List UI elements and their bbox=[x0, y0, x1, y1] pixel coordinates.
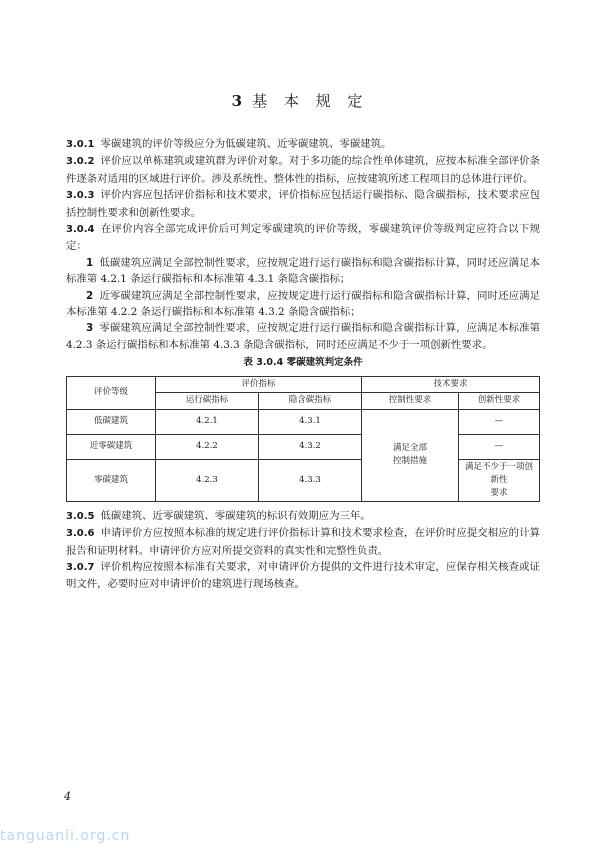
table-row bbox=[67, 434, 540, 459]
clause-item-1 bbox=[66, 255, 540, 288]
clause-3-0-2 bbox=[66, 153, 540, 187]
cell-grade: 低碳建筑 bbox=[67, 409, 156, 434]
cell-grade: 近零碳建筑 bbox=[67, 434, 156, 459]
table-caption: 表 3.0.4 零碳建筑判定条件 bbox=[243, 357, 363, 369]
clause-text: 低碳建筑、近零碳建筑、零碳建筑的标识有效期应为三年。 bbox=[100, 509, 371, 522]
innovation-line: 满足不少于一项创新性 bbox=[464, 461, 533, 485]
cell-embodied: 4.3.1 bbox=[259, 409, 362, 434]
control-line: 控制措施 bbox=[392, 456, 427, 467]
page-number: 4 bbox=[64, 790, 71, 803]
clause-text: 零碳建筑的评价等级应分为低碳建筑、近零碳建筑、零碳建筑。 bbox=[100, 138, 392, 150]
table-row bbox=[67, 409, 540, 434]
clause-item-3 bbox=[66, 320, 540, 353]
cell-innovation: — bbox=[459, 409, 540, 434]
criteria-table bbox=[66, 376, 540, 502]
clause-number: 3.0.3 bbox=[66, 190, 95, 202]
item-number: 2 bbox=[86, 289, 94, 302]
clause-number: 3.0.4 bbox=[66, 224, 95, 236]
header-tech: 技术要求 bbox=[362, 376, 540, 393]
cell-operational: 4.2.1 bbox=[156, 409, 259, 434]
chapter-title bbox=[0, 90, 600, 111]
item-text: 近零碳建筑应满足全部控制性要求，应按规定进行运行碳指标和隐含碳指标计算，同时还应满足本标准第 4.2.2 条运行碳指标和本标准第 4.3.2 条隐含碳指标； bbox=[66, 289, 540, 319]
clause-number: 3.0.5 bbox=[66, 510, 95, 522]
cell-operational: 4.2.2 bbox=[156, 434, 259, 459]
clause-3-0-7 bbox=[66, 559, 540, 593]
clause-number: 3.0.7 bbox=[66, 561, 95, 573]
clause-text: 评价机构应按照本标准有关要求，对申请评价方提供的文件进行技术审定，应保存相关核查或证明文件，必要时应对申请评价的建筑进行现场核查。 bbox=[66, 560, 540, 591]
clause-text: 在评价内容全部完成评价后可判定零碳建筑的评价等级，零碳建筑评价等级判定应符合以下规定： bbox=[66, 223, 540, 253]
header-innovation: 创新性要求 bbox=[459, 393, 540, 410]
cell-operational: 4.2.3 bbox=[156, 459, 259, 501]
clause-3-0-6 bbox=[66, 525, 540, 559]
item-text: 零碳建筑应满足全部控制性要求，应按规定进行运行碳指标和隐含碳指标计算，应满足本标准第 4.2.3 条运行碳指标和本标准第 4.3.3 条隐含碳指标，同时还应满足不少于一项创新性要求。 bbox=[66, 322, 540, 351]
clause-3-0-1 bbox=[66, 136, 540, 153]
header-embodied: 隐含碳指标 bbox=[259, 393, 362, 410]
item-number: 3 bbox=[86, 322, 94, 335]
innovation-line: 要求 bbox=[490, 487, 508, 498]
item-number: 1 bbox=[86, 256, 94, 269]
item-text: 低碳建筑应满足全部控制性要求，应按规定进行运行碳指标和隐含碳指标计算，同时还应满足本标准第 4.2.1 条运行碳指标和本标准第 4.3.1 条隐含碳指标； bbox=[66, 256, 540, 286]
header-grade: 评价等级 bbox=[67, 376, 156, 409]
table-header-row bbox=[67, 376, 540, 393]
clause-number: 3.0.2 bbox=[66, 156, 95, 168]
clause-3-0-3 bbox=[66, 187, 540, 221]
clause-text: 评价应以单栋建筑或建筑群为评价对象。对于多功能的综合性单体建筑，应按本标准全部评价条件逐条对适用的区域进行评价。涉及系统性、整体性的指标，应按建筑所述工程项目的总体进行评价。 bbox=[66, 155, 540, 185]
cell-innovation bbox=[459, 459, 540, 501]
control-line: 满足全部 bbox=[392, 443, 427, 454]
cell-innovation: — bbox=[459, 434, 540, 459]
cell-grade: 零碳建筑 bbox=[67, 459, 156, 501]
clause-3-0-5 bbox=[66, 508, 540, 525]
clause-item-2 bbox=[66, 288, 540, 321]
chapter-title-text: 基 本 规 定 bbox=[252, 92, 369, 110]
clause-3-0-4 bbox=[66, 221, 540, 255]
clause-number: 3.0.1 bbox=[66, 139, 95, 150]
watermark: tanguanli.org.cn bbox=[0, 828, 131, 844]
cell-control bbox=[362, 409, 459, 501]
table-row bbox=[67, 459, 540, 501]
cell-embodied: 4.3.3 bbox=[259, 459, 362, 501]
body-content bbox=[66, 136, 540, 593]
clause-text: 申请评价方应按照本标准的规定进行评价指标计算和技术要求检查，在评价时应提交相应的计算报告和证明材料。申请评价方应对所提交资料的真实性和完整性负责。 bbox=[66, 527, 540, 557]
header-control: 控制性要求 bbox=[362, 393, 459, 410]
chapter-number: 3 bbox=[231, 92, 243, 110]
clause-number: 3.0.6 bbox=[66, 528, 95, 540]
clause-text: 评价内容应包括评价指标和技术要求，评价指标应包括运行碳指标、隐含碳指标，技术要求应包括控制性要求和创新性要求。 bbox=[66, 189, 540, 219]
cell-embodied: 4.3.2 bbox=[259, 434, 362, 459]
header-indicators: 评价指标 bbox=[156, 376, 362, 393]
header-operational: 运行碳指标 bbox=[156, 393, 259, 410]
